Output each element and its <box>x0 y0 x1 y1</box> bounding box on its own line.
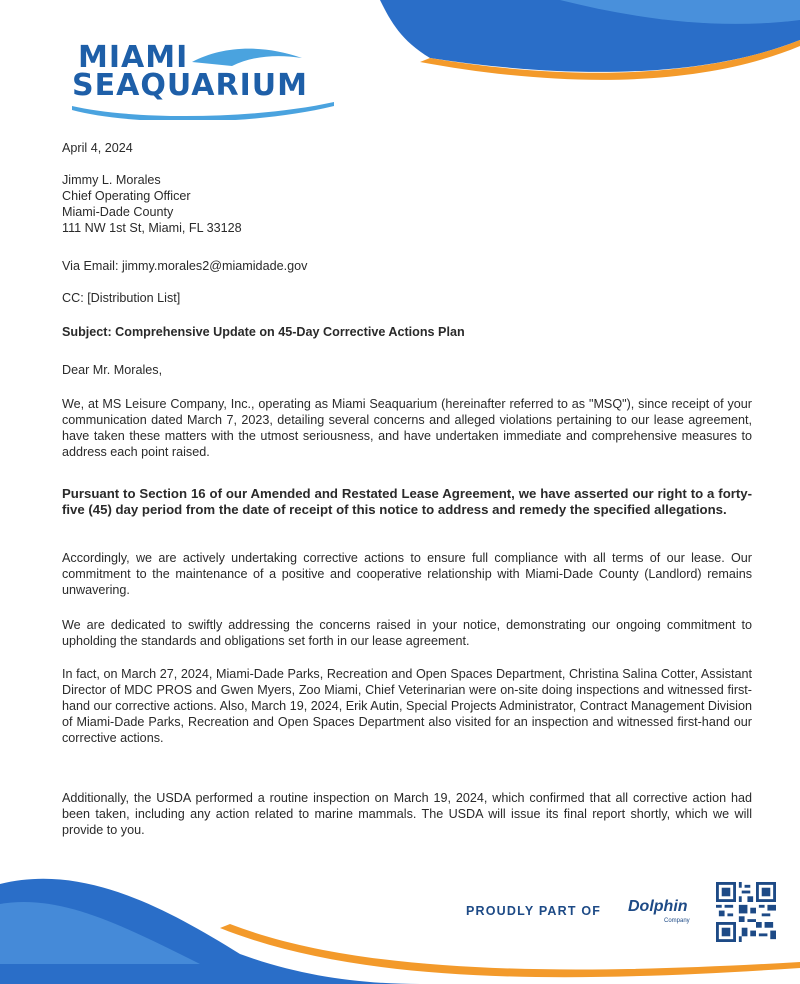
paragraph-2-bold: Pursuant to Section 16 of our Amended and Restated Lease Agreement, we have asserted our right to a forty-five (45) day period from the date of receipt of this notice to address and remedy the specified allegations. <box>62 486 752 517</box>
recipient-address: 111 NW 1st St, Miami, FL 33128 <box>62 221 242 235</box>
recipient-org: Miami-Dade County <box>62 205 174 219</box>
paragraph-3: Accordingly, we are actively undertaking corrective actions to ensure full compliance with all terms of our lease. Our commitment to the maintenance of a positive and cooperative relationship with Miami-Dade County (Landlord) remains unwavering. <box>62 551 752 597</box>
letter-date: April 4, 2024 <box>62 141 133 155</box>
seaquarium-logo <box>72 40 342 120</box>
via-email-line: Via Email: jimmy.morales2@miamidade.gov <box>62 259 308 273</box>
recipient-address-block <box>62 172 752 236</box>
dolphin-company-logo <box>628 896 698 926</box>
paragraph-1: We, at MS Leisure Company, Inc., operating as Miami Seaquarium (hereinafter referred to as "MSQ"), since receipt of your communication dated March 7, 2023, detailing several concerns and alleged violations pertaining to our lease agreement, have taken these matters with the utmost seriousness, and have undertaken immediate and comprehensive measures to address each point raised. <box>62 397 752 459</box>
cc-line: CC: [Distribution List] <box>62 291 181 305</box>
salutation: Dear Mr. Morales, <box>62 363 163 377</box>
logo-line-1: MIAMI <box>78 40 189 75</box>
logo-wave-icon <box>72 40 342 120</box>
paragraph-6: Additionally, the USDA performed a routine inspection on March 19, 2024, which confirmed that all corrective action had been taken, including any action related to marine mammals. The USDA will issue its final report shortly, which we will provide to you. <box>62 791 752 837</box>
partner-name: Dolphin <box>628 898 688 915</box>
subject-line: Subject: Comprehensive Update on 45-Day Corrective Actions Plan <box>62 325 465 339</box>
recipient-title: Chief Operating Officer <box>62 189 191 203</box>
recipient-name: Jimmy L. Morales <box>62 173 161 187</box>
logo-line-2: SEAQUARIUM <box>72 68 308 103</box>
qr-code-icon <box>716 882 776 942</box>
partner-sub: Company <box>664 918 690 924</box>
paragraph-5: In fact, on March 27, 2024, Miami-Dade Parks, Recreation and Open Spaces Department, Christina Salina Cotter, Assistant Director of MDC PROS and Gwen Myers, Zoo Miami, Chief Veterinarian were on-site doing inspections and witnessed first-hand our corrective actions. Also, March 19, 2024, Erik Autin, Special Projects Administrator, Contract Management Division of Miami-Dade Parks, Recreation and Open Spaces Department also visited for an inspection and witnessed first-hand our corrective actions. <box>62 667 752 745</box>
paragraph-4: We are dedicated to swiftly addressing the concerns raised in your notice, demonstrating our ongoing commitment to upholding the standards and obligations set forth in our lease agreement. <box>62 618 752 648</box>
proudly-part-of-label: PROUDLY PART OF <box>466 904 602 918</box>
